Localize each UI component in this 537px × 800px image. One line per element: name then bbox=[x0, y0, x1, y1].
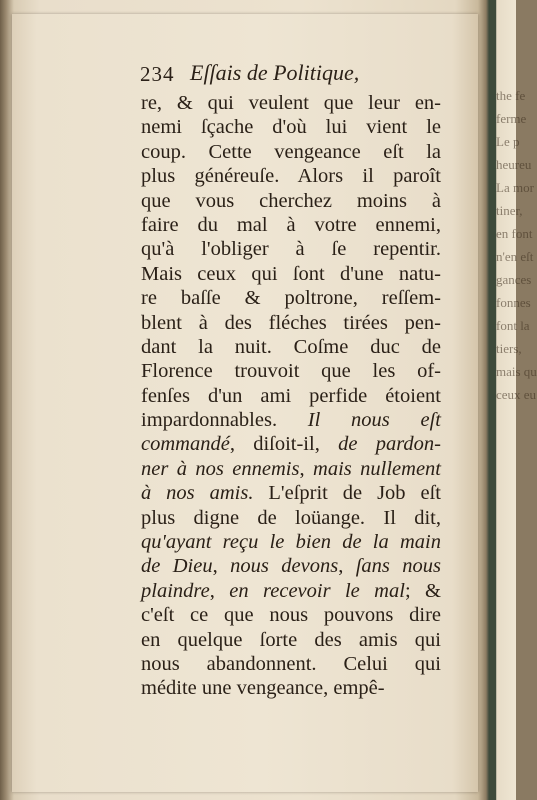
text-line bbox=[141, 115, 441, 139]
text-run: , bbox=[299, 457, 314, 480]
text-line bbox=[141, 603, 441, 627]
italic-run: mais nullement bbox=[313, 457, 441, 480]
text-line bbox=[141, 91, 441, 115]
text-line bbox=[141, 140, 441, 164]
text-run: re, & qui veulent que leur en- bbox=[141, 92, 441, 114]
italic-run: de pardon- bbox=[338, 433, 441, 456]
facing-page-fragment: Le p bbox=[496, 134, 520, 149]
facing-page-fragment: en font bbox=[496, 226, 533, 241]
text-run: Mais ceux qui ſont d'une natu- bbox=[141, 262, 441, 285]
facing-page-fragment: the fe bbox=[496, 88, 526, 103]
facing-page-fragment: fonnes bbox=[496, 295, 531, 310]
facing-page-text bbox=[496, 84, 536, 406]
text-run: que vous cherchez moins à bbox=[141, 189, 441, 212]
text-run: coup. Cette vengeance eſt la bbox=[141, 140, 441, 163]
text-line bbox=[141, 579, 441, 603]
text-line bbox=[141, 676, 441, 700]
text-run: nemi ſçache d'où lui vient le bbox=[141, 116, 441, 139]
italic-run: plaindre bbox=[141, 579, 210, 602]
facing-page-fragment: font la bbox=[496, 318, 530, 333]
text-run: , bbox=[338, 555, 356, 578]
text-run: faire du mal à votre ennemi, bbox=[141, 213, 441, 236]
text-line bbox=[141, 237, 441, 261]
text-run: qu'à l'obliger à ſe repentir. bbox=[141, 238, 441, 261]
text-run: Florence trouvoit que les of- bbox=[141, 360, 441, 383]
text-line bbox=[141, 311, 441, 335]
body-text bbox=[141, 91, 441, 701]
text-line bbox=[141, 262, 441, 286]
text-line bbox=[141, 335, 441, 359]
text-run: plus digne de loüange. Il dit, bbox=[141, 506, 441, 529]
text-line bbox=[141, 164, 441, 188]
italic-run: commandé bbox=[141, 433, 230, 456]
text-run: , bbox=[209, 579, 230, 602]
text-run: , bbox=[212, 555, 231, 578]
running-title: Eſſais de Politique, bbox=[190, 60, 360, 85]
italic-run: ner à nos ennemis bbox=[141, 457, 300, 480]
text-run: blent à des fléches tirées pen- bbox=[141, 311, 441, 334]
italic-run: de Dieu bbox=[141, 555, 213, 578]
text-line bbox=[141, 384, 441, 408]
page-header bbox=[140, 58, 450, 92]
italic-run: en recevoir le mal bbox=[229, 579, 405, 602]
text-run: fenſes d'un ami perfide étoient bbox=[141, 384, 441, 407]
italic-run: qu'ayant reçu le bien de la main bbox=[141, 531, 441, 554]
facing-page-fragment: ceux eu bbox=[496, 387, 537, 402]
text-run: en quelque ſorte des amis qui bbox=[141, 628, 441, 651]
facing-page-fragment: tiner, bbox=[496, 203, 523, 218]
facing-page-fragment: tiers, bbox=[496, 341, 522, 356]
text-line bbox=[141, 652, 441, 676]
text-run: c'eſt ce que nous pouvons dire bbox=[141, 604, 441, 627]
text-line bbox=[141, 554, 441, 578]
text-run: , diſoit-il, bbox=[229, 433, 339, 456]
text-run: nous abandonnent. Celui qui bbox=[141, 652, 441, 675]
facing-page-fragment: ferme bbox=[496, 111, 527, 126]
book-spine bbox=[489, 0, 496, 800]
text-line bbox=[141, 506, 441, 530]
text-line bbox=[141, 213, 441, 237]
facing-page-edge bbox=[489, 0, 537, 800]
facing-page-fragment: mais qu bbox=[496, 364, 537, 379]
text-line bbox=[141, 432, 441, 456]
facing-page-fragment: n'en eſt bbox=[496, 249, 534, 264]
text-run: médite une vengeance, empê- bbox=[141, 677, 385, 700]
text-line bbox=[141, 359, 441, 383]
italic-run: nous devons bbox=[230, 555, 339, 578]
text-line bbox=[141, 481, 441, 505]
text-line bbox=[141, 530, 441, 554]
facing-page-fragment: La mor bbox=[496, 180, 534, 195]
text-run: plus généreuſe. Alors il paroît bbox=[141, 165, 441, 188]
page-number: 234 bbox=[140, 62, 175, 86]
italic-run: Il nous eſt bbox=[307, 409, 441, 432]
text-run: dant la nuit. Coſme duc de bbox=[141, 335, 441, 358]
text-line bbox=[141, 286, 441, 310]
text-line bbox=[141, 408, 441, 432]
text-line bbox=[141, 189, 441, 213]
text-line bbox=[141, 628, 441, 652]
italic-run: à nos amis. bbox=[141, 482, 254, 505]
text-line bbox=[141, 457, 441, 481]
text-run: L'eſprit de Job eſt bbox=[253, 482, 441, 505]
italic-run: ſans nous bbox=[355, 555, 442, 578]
text-run: re baſſe & poltrone, reſſem- bbox=[141, 287, 441, 310]
facing-page-fragment: heureu bbox=[496, 157, 532, 172]
text-run: ; & bbox=[404, 579, 441, 602]
facing-page-fragment: gances bbox=[496, 272, 532, 287]
text-run: impardonnables. bbox=[141, 409, 308, 432]
